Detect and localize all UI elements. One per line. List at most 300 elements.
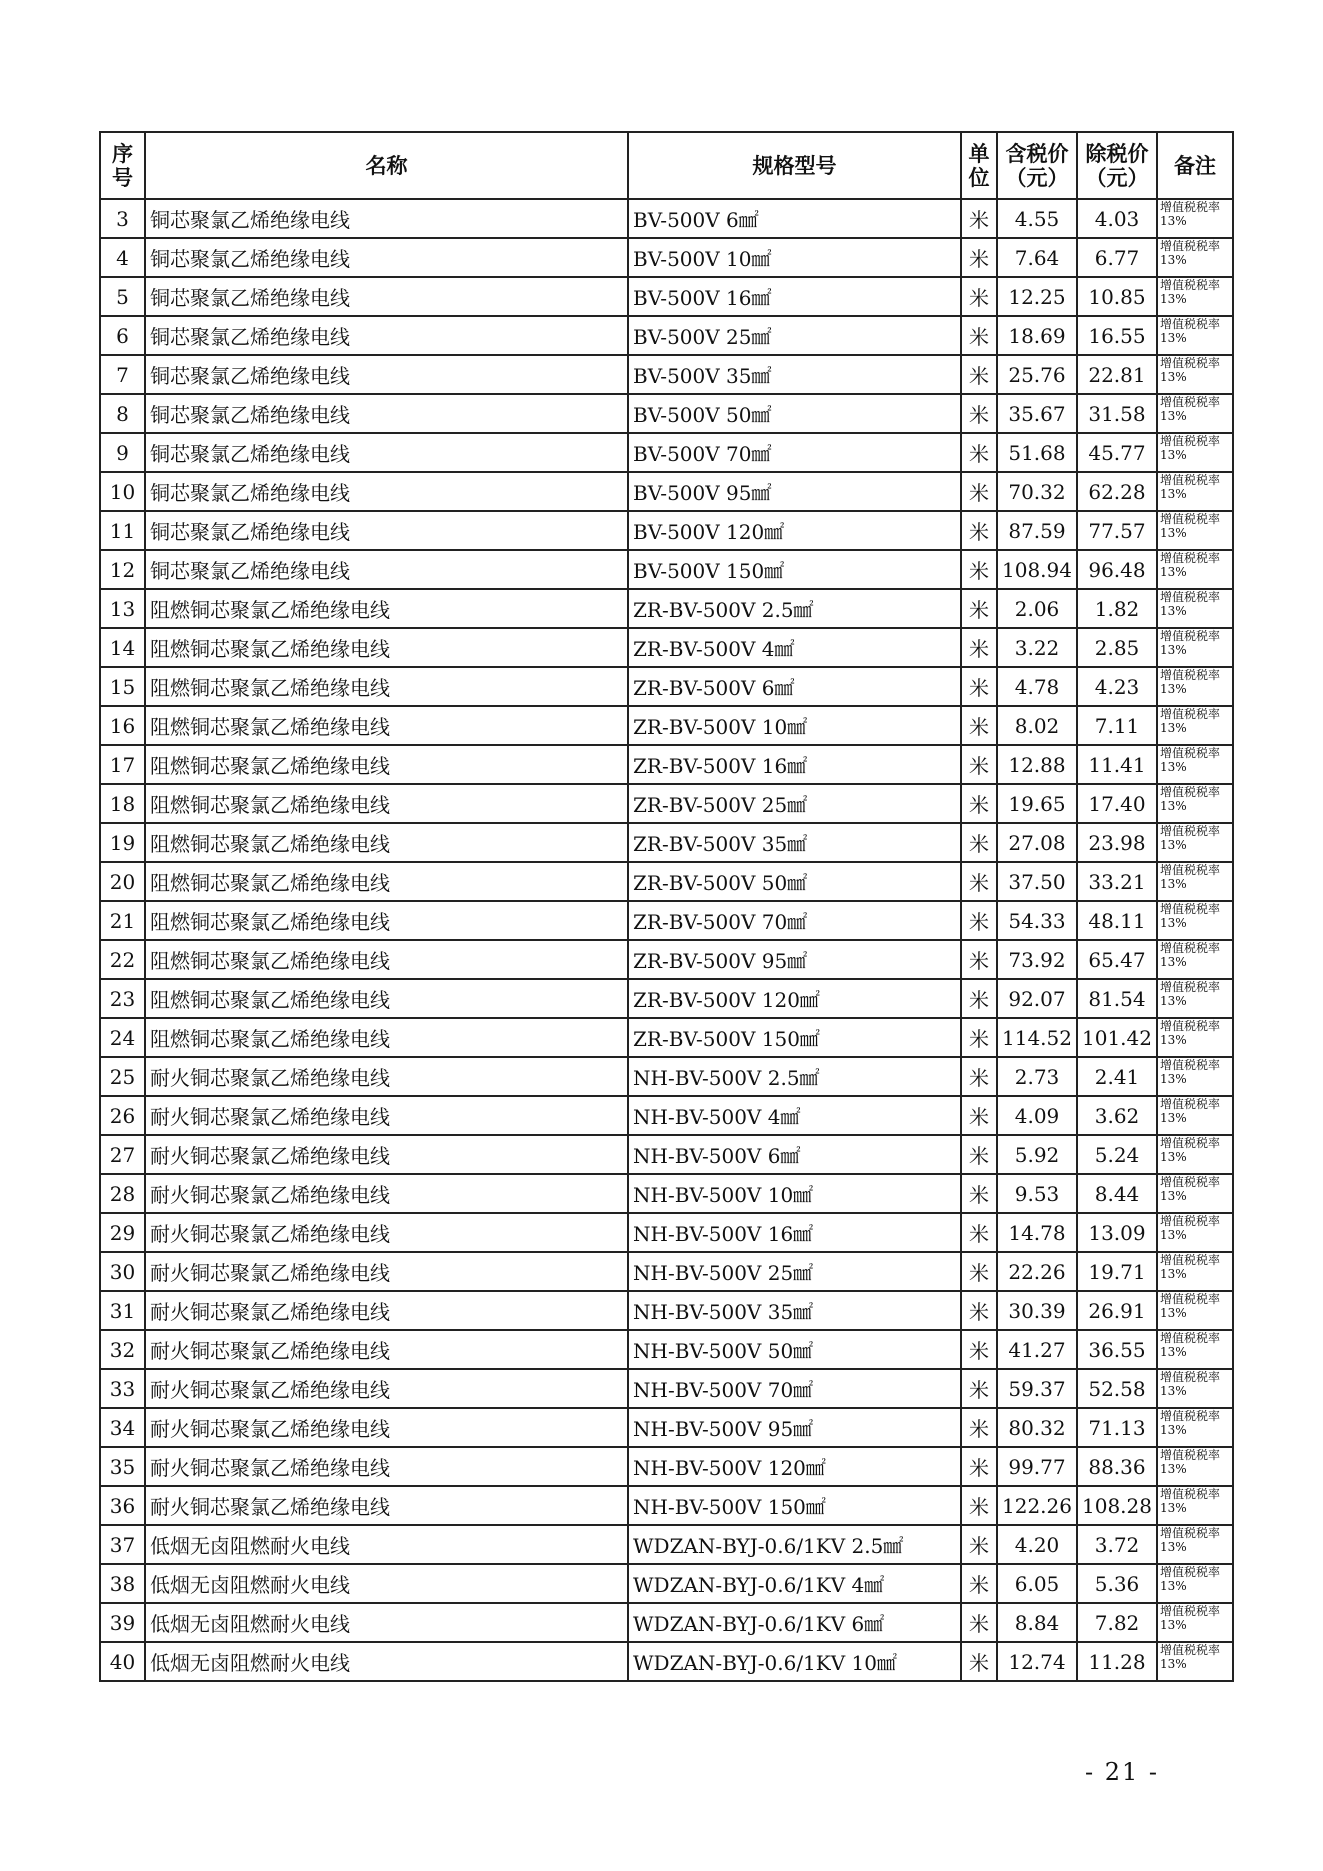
note-line-2: 13% (1160, 370, 1187, 384)
cell-unit: 米 (961, 823, 997, 862)
cell-note (1157, 628, 1233, 667)
cell-unit: 米 (961, 238, 997, 277)
cell-note (1157, 199, 1233, 238)
note-line-1: 增值税税率 (1160, 590, 1221, 604)
cell-name: 铜芯聚氯乙烯绝缘电线 (145, 511, 628, 550)
cell-price-tax: 99.77 (997, 1447, 1077, 1486)
cell-price-notax: 71.13 (1077, 1408, 1157, 1447)
cell-price-tax: 22.26 (997, 1252, 1077, 1291)
cell-unit: 米 (961, 667, 997, 706)
cell-price-notax: 33.21 (1077, 862, 1157, 901)
cell-spec: ZR-BV-500V 95㎟ (628, 940, 961, 979)
cell-no: 28 (100, 1174, 145, 1213)
table-row (100, 316, 1233, 355)
cell-note (1157, 1447, 1233, 1486)
cell-price-tax: 54.33 (997, 901, 1077, 940)
cell-spec: BV-500V 16㎟ (628, 277, 961, 316)
table-row (100, 745, 1233, 784)
cell-note (1157, 277, 1233, 316)
cell-price-tax: 51.68 (997, 433, 1077, 472)
table-row (100, 1174, 1233, 1213)
note-line-2: 13% (1160, 487, 1187, 501)
cell-price-tax: 114.52 (997, 1018, 1077, 1057)
cell-unit: 米 (961, 1330, 997, 1369)
cell-price-notax: 23.98 (1077, 823, 1157, 862)
cell-note (1157, 901, 1233, 940)
cell-name: 阻燃铜芯聚氯乙烯绝缘电线 (145, 589, 628, 628)
cell-no: 34 (100, 1408, 145, 1447)
table-row (100, 823, 1233, 862)
cell-spec: BV-500V 70㎟ (628, 433, 961, 472)
cell-no: 38 (100, 1564, 145, 1603)
cell-name: 阻燃铜芯聚氯乙烯绝缘电线 (145, 667, 628, 706)
table-row (100, 628, 1233, 667)
table-row (100, 433, 1233, 472)
cell-price-notax: 45.77 (1077, 433, 1157, 472)
note-line-1: 增值税税率 (1160, 1448, 1221, 1462)
cell-note (1157, 238, 1233, 277)
cell-name: 阻燃铜芯聚氯乙烯绝缘电线 (145, 745, 628, 784)
cell-no: 15 (100, 667, 145, 706)
cell-price-tax: 12.25 (997, 277, 1077, 316)
cell-price-notax: 16.55 (1077, 316, 1157, 355)
table-row (100, 979, 1233, 1018)
note-line-2: 13% (1160, 1462, 1187, 1476)
cell-name: 阻燃铜芯聚氯乙烯绝缘电线 (145, 706, 628, 745)
cell-note (1157, 784, 1233, 823)
cell-spec: WDZAN-BYJ-0.6/1KV 4㎟ (628, 1564, 961, 1603)
cell-no: 16 (100, 706, 145, 745)
cell-price-tax: 80.32 (997, 1408, 1077, 1447)
table-row (100, 589, 1233, 628)
cell-unit: 米 (961, 1642, 997, 1681)
note-line-2: 13% (1160, 1384, 1187, 1398)
cell-price-notax: 3.62 (1077, 1096, 1157, 1135)
note-line-2: 13% (1160, 1540, 1187, 1554)
cell-spec: ZR-BV-500V 50㎟ (628, 862, 961, 901)
cell-no: 11 (100, 511, 145, 550)
cell-no: 23 (100, 979, 145, 1018)
note-line-1: 增值税税率 (1160, 1019, 1221, 1033)
cell-note (1157, 1330, 1233, 1369)
cell-name: 铜芯聚氯乙烯绝缘电线 (145, 550, 628, 589)
note-line-1: 增值税税率 (1160, 317, 1221, 331)
note-line-1: 增值税税率 (1160, 785, 1221, 799)
header-price-tax: 含税价 （元） (997, 132, 1077, 199)
cell-no: 25 (100, 1057, 145, 1096)
cell-unit: 米 (961, 1018, 997, 1057)
cell-spec: ZR-BV-500V 4㎟ (628, 628, 961, 667)
note-line-2: 13% (1160, 799, 1187, 813)
cell-price-notax: 19.71 (1077, 1252, 1157, 1291)
table-row (100, 1096, 1233, 1135)
note-line-2: 13% (1160, 682, 1187, 696)
cell-unit: 米 (961, 1252, 997, 1291)
note-line-2: 13% (1160, 331, 1187, 345)
note-line-1: 增值税税率 (1160, 1487, 1221, 1501)
cell-unit: 米 (961, 316, 997, 355)
note-line-2: 13% (1160, 1345, 1187, 1359)
cell-unit: 米 (961, 1213, 997, 1252)
cell-price-notax: 52.58 (1077, 1369, 1157, 1408)
cell-note (1157, 1408, 1233, 1447)
table-row (100, 511, 1233, 550)
cell-price-notax: 81.54 (1077, 979, 1157, 1018)
table-row (100, 199, 1233, 238)
cell-price-notax: 11.41 (1077, 745, 1157, 784)
cell-note (1157, 1057, 1233, 1096)
cell-note (1157, 1564, 1233, 1603)
cell-note (1157, 589, 1233, 628)
cell-no: 17 (100, 745, 145, 784)
note-line-2: 13% (1160, 409, 1187, 423)
cell-spec: BV-500V 35㎟ (628, 355, 961, 394)
cell-price-notax: 3.72 (1077, 1525, 1157, 1564)
cell-unit: 米 (961, 472, 997, 511)
cell-price-tax: 19.65 (997, 784, 1077, 823)
cell-no: 4 (100, 238, 145, 277)
note-line-2: 13% (1160, 1150, 1187, 1164)
note-line-2: 13% (1160, 838, 1187, 852)
cell-spec: BV-500V 25㎟ (628, 316, 961, 355)
note-line-1: 增值税税率 (1160, 473, 1221, 487)
table-row (100, 1603, 1233, 1642)
cell-price-tax: 30.39 (997, 1291, 1077, 1330)
cell-name: 阻燃铜芯聚氯乙烯绝缘电线 (145, 862, 628, 901)
note-line-1: 增值税税率 (1160, 1409, 1221, 1423)
note-line-1: 增值税税率 (1160, 824, 1221, 838)
note-line-2: 13% (1160, 214, 1187, 228)
cell-price-tax: 12.74 (997, 1642, 1077, 1681)
note-line-2: 13% (1160, 1306, 1187, 1320)
note-line-2: 13% (1160, 253, 1187, 267)
table-row (100, 1330, 1233, 1369)
table-row (100, 394, 1233, 433)
cell-price-notax: 108.28 (1077, 1486, 1157, 1525)
cell-unit: 米 (961, 940, 997, 979)
cell-name: 耐火铜芯聚氯乙烯绝缘电线 (145, 1486, 628, 1525)
cell-unit: 米 (961, 706, 997, 745)
table-row (100, 472, 1233, 511)
cell-spec: ZR-BV-500V 25㎟ (628, 784, 961, 823)
cell-unit: 米 (961, 589, 997, 628)
cell-price-notax: 11.28 (1077, 1642, 1157, 1681)
cell-unit: 米 (961, 199, 997, 238)
cell-no: 36 (100, 1486, 145, 1525)
note-line-1: 增值税税率 (1160, 1292, 1221, 1306)
note-line-2: 13% (1160, 1189, 1187, 1203)
cell-unit: 米 (961, 1564, 997, 1603)
note-line-2: 13% (1160, 1111, 1187, 1125)
cell-no: 39 (100, 1603, 145, 1642)
cell-unit: 米 (961, 1369, 997, 1408)
cell-no: 8 (100, 394, 145, 433)
cell-unit: 米 (961, 1447, 997, 1486)
note-line-2: 13% (1160, 604, 1187, 618)
cell-price-tax: 12.88 (997, 745, 1077, 784)
cell-spec: WDZAN-BYJ-0.6/1KV 10㎟ (628, 1642, 961, 1681)
cell-no: 32 (100, 1330, 145, 1369)
note-line-1: 增值税税率 (1160, 1370, 1221, 1384)
cell-name: 耐火铜芯聚氯乙烯绝缘电线 (145, 1213, 628, 1252)
note-line-2: 13% (1160, 1072, 1187, 1086)
cell-spec: ZR-BV-500V 2.5㎟ (628, 589, 961, 628)
cell-name: 耐火铜芯聚氯乙烯绝缘电线 (145, 1369, 628, 1408)
cell-no: 3 (100, 199, 145, 238)
cell-spec: NH-BV-500V 4㎟ (628, 1096, 961, 1135)
note-line-2: 13% (1160, 1033, 1187, 1047)
cell-price-tax: 87.59 (997, 511, 1077, 550)
cell-spec: BV-500V 6㎟ (628, 199, 961, 238)
cell-unit: 米 (961, 862, 997, 901)
cell-note (1157, 745, 1233, 784)
cell-no: 14 (100, 628, 145, 667)
note-line-2: 13% (1160, 1579, 1187, 1593)
note-line-1: 增值税税率 (1160, 863, 1221, 877)
note-line-2: 13% (1160, 916, 1187, 930)
note-line-1: 增值税税率 (1160, 239, 1221, 253)
cell-price-notax: 101.42 (1077, 1018, 1157, 1057)
cell-note (1157, 1642, 1233, 1681)
cell-unit: 米 (961, 1525, 997, 1564)
cell-name: 低烟无卤阻燃耐火电线 (145, 1642, 628, 1681)
cell-price-notax: 6.77 (1077, 238, 1157, 277)
cell-unit: 米 (961, 1135, 997, 1174)
note-line-1: 增值税税率 (1160, 1643, 1221, 1657)
cell-price-notax: 4.23 (1077, 667, 1157, 706)
cell-no: 6 (100, 316, 145, 355)
price-table (99, 131, 1234, 1682)
cell-unit: 米 (961, 979, 997, 1018)
note-line-1: 增值税税率 (1160, 746, 1221, 760)
cell-name: 铜芯聚氯乙烯绝缘电线 (145, 199, 628, 238)
cell-no: 26 (100, 1096, 145, 1135)
cell-price-tax: 27.08 (997, 823, 1077, 862)
cell-no: 12 (100, 550, 145, 589)
cell-price-notax: 26.91 (1077, 1291, 1157, 1330)
cell-price-tax: 2.06 (997, 589, 1077, 628)
cell-unit: 米 (961, 277, 997, 316)
cell-name: 耐火铜芯聚氯乙烯绝缘电线 (145, 1135, 628, 1174)
cell-unit: 米 (961, 394, 997, 433)
note-line-2: 13% (1160, 760, 1187, 774)
page-number: - 21 - (1085, 1758, 1160, 1786)
cell-spec: ZR-BV-500V 150㎟ (628, 1018, 961, 1057)
cell-name: 阻燃铜芯聚氯乙烯绝缘电线 (145, 628, 628, 667)
cell-name: 耐火铜芯聚氯乙烯绝缘电线 (145, 1330, 628, 1369)
cell-note (1157, 433, 1233, 472)
note-line-1: 增值税税率 (1160, 1526, 1221, 1540)
cell-price-tax: 4.20 (997, 1525, 1077, 1564)
cell-spec: ZR-BV-500V 35㎟ (628, 823, 961, 862)
cell-price-tax: 6.05 (997, 1564, 1077, 1603)
cell-unit: 米 (961, 1057, 997, 1096)
note-line-1: 增值税税率 (1160, 1097, 1221, 1111)
table-row (100, 1252, 1233, 1291)
note-line-2: 13% (1160, 877, 1187, 891)
note-line-2: 13% (1160, 565, 1187, 579)
cell-name: 阻燃铜芯聚氯乙烯绝缘电线 (145, 823, 628, 862)
cell-note (1157, 550, 1233, 589)
cell-no: 37 (100, 1525, 145, 1564)
cell-unit: 米 (961, 511, 997, 550)
cell-spec: NH-BV-500V 120㎟ (628, 1447, 961, 1486)
cell-price-notax: 88.36 (1077, 1447, 1157, 1486)
cell-note (1157, 316, 1233, 355)
cell-note (1157, 355, 1233, 394)
cell-note (1157, 511, 1233, 550)
cell-name: 耐火铜芯聚氯乙烯绝缘电线 (145, 1057, 628, 1096)
cell-note (1157, 823, 1233, 862)
cell-spec: ZR-BV-500V 10㎟ (628, 706, 961, 745)
cell-spec: WDZAN-BYJ-0.6/1KV 6㎟ (628, 1603, 961, 1642)
cell-no: 29 (100, 1213, 145, 1252)
note-line-2: 13% (1160, 643, 1187, 657)
table-row (100, 1447, 1233, 1486)
cell-no: 30 (100, 1252, 145, 1291)
cell-spec: ZR-BV-500V 6㎟ (628, 667, 961, 706)
cell-name: 铜芯聚氯乙烯绝缘电线 (145, 394, 628, 433)
header-price-notax: 除税价 （元） (1077, 132, 1157, 199)
cell-price-tax: 35.67 (997, 394, 1077, 433)
cell-spec: BV-500V 150㎟ (628, 550, 961, 589)
cell-name: 铜芯聚氯乙烯绝缘电线 (145, 277, 628, 316)
table-row (100, 667, 1233, 706)
note-line-1: 增值税税率 (1160, 512, 1221, 526)
cell-note (1157, 1252, 1233, 1291)
cell-unit: 米 (961, 1096, 997, 1135)
table-row (100, 277, 1233, 316)
cell-note (1157, 1369, 1233, 1408)
table-row (100, 355, 1233, 394)
cell-spec: NH-BV-500V 10㎟ (628, 1174, 961, 1213)
note-line-1: 增值税税率 (1160, 707, 1221, 721)
cell-spec: NH-BV-500V 95㎟ (628, 1408, 961, 1447)
table-row (100, 1135, 1233, 1174)
cell-name: 低烟无卤阻燃耐火电线 (145, 1564, 628, 1603)
cell-unit: 米 (961, 901, 997, 940)
cell-price-notax: 2.85 (1077, 628, 1157, 667)
cell-note (1157, 979, 1233, 1018)
cell-name: 耐火铜芯聚氯乙烯绝缘电线 (145, 1408, 628, 1447)
cell-price-notax: 36.55 (1077, 1330, 1157, 1369)
cell-note (1157, 667, 1233, 706)
note-line-2: 13% (1160, 994, 1187, 1008)
note-line-2: 13% (1160, 1228, 1187, 1242)
note-line-2: 13% (1160, 1423, 1187, 1437)
cell-no: 33 (100, 1369, 145, 1408)
cell-spec: NH-BV-500V 16㎟ (628, 1213, 961, 1252)
cell-price-tax: 41.27 (997, 1330, 1077, 1369)
cell-unit: 米 (961, 784, 997, 823)
cell-price-notax: 13.09 (1077, 1213, 1157, 1252)
note-line-1: 增值税税率 (1160, 668, 1221, 682)
cell-no: 24 (100, 1018, 145, 1057)
note-line-2: 13% (1160, 448, 1187, 462)
table-row (100, 1642, 1233, 1681)
header-name: 名称 (145, 132, 628, 199)
cell-name: 阻燃铜芯聚氯乙烯绝缘电线 (145, 979, 628, 1018)
table-row (100, 1057, 1233, 1096)
note-line-1: 增值税税率 (1160, 200, 1221, 214)
cell-name: 低烟无卤阻燃耐火电线 (145, 1603, 628, 1642)
cell-note (1157, 472, 1233, 511)
cell-unit: 米 (961, 1408, 997, 1447)
cell-spec: NH-BV-500V 2.5㎟ (628, 1057, 961, 1096)
cell-no: 27 (100, 1135, 145, 1174)
note-line-1: 增值税税率 (1160, 1331, 1221, 1345)
cell-no: 10 (100, 472, 145, 511)
cell-note (1157, 1174, 1233, 1213)
note-line-2: 13% (1160, 1267, 1187, 1281)
cell-note (1157, 1486, 1233, 1525)
table-row (100, 1213, 1233, 1252)
cell-name: 铜芯聚氯乙烯绝缘电线 (145, 355, 628, 394)
note-line-2: 13% (1160, 292, 1187, 306)
cell-price-tax: 7.64 (997, 238, 1077, 277)
note-line-1: 增值税税率 (1160, 980, 1221, 994)
cell-price-notax: 7.82 (1077, 1603, 1157, 1642)
cell-no: 19 (100, 823, 145, 862)
table-row (100, 1291, 1233, 1330)
cell-no: 40 (100, 1642, 145, 1681)
cell-price-notax: 10.85 (1077, 277, 1157, 316)
cell-price-notax: 65.47 (1077, 940, 1157, 979)
cell-unit: 米 (961, 550, 997, 589)
cell-name: 铜芯聚氯乙烯绝缘电线 (145, 316, 628, 355)
note-line-1: 增值税税率 (1160, 278, 1221, 292)
note-line-2: 13% (1160, 526, 1187, 540)
cell-spec: BV-500V 95㎟ (628, 472, 961, 511)
cell-spec: NH-BV-500V 25㎟ (628, 1252, 961, 1291)
table-row (100, 784, 1233, 823)
note-line-1: 增值税税率 (1160, 395, 1221, 409)
cell-name: 铜芯聚氯乙烯绝缘电线 (145, 472, 628, 511)
cell-price-tax: 3.22 (997, 628, 1077, 667)
cell-price-notax: 77.57 (1077, 511, 1157, 550)
cell-unit: 米 (961, 433, 997, 472)
cell-price-tax: 14.78 (997, 1213, 1077, 1252)
cell-name: 铜芯聚氯乙烯绝缘电线 (145, 238, 628, 277)
cell-note (1157, 1135, 1233, 1174)
header-note: 备注 (1157, 132, 1233, 199)
header-spec: 规格型号 (628, 132, 961, 199)
cell-price-tax: 8.84 (997, 1603, 1077, 1642)
note-line-1: 增值税税率 (1160, 1175, 1221, 1189)
cell-note (1157, 1603, 1233, 1642)
table-row (100, 706, 1233, 745)
cell-name: 阻燃铜芯聚氯乙烯绝缘电线 (145, 1018, 628, 1057)
cell-price-notax: 17.40 (1077, 784, 1157, 823)
table-body (100, 199, 1233, 1681)
note-line-2: 13% (1160, 1501, 1187, 1515)
cell-spec: ZR-BV-500V 120㎟ (628, 979, 961, 1018)
cell-price-notax: 22.81 (1077, 355, 1157, 394)
cell-price-tax: 73.92 (997, 940, 1077, 979)
cell-spec: NH-BV-500V 70㎟ (628, 1369, 961, 1408)
table-row (100, 238, 1233, 277)
cell-note (1157, 706, 1233, 745)
note-line-1: 增值税税率 (1160, 1058, 1221, 1072)
cell-no: 13 (100, 589, 145, 628)
cell-price-tax: 18.69 (997, 316, 1077, 355)
cell-name: 铜芯聚氯乙烯绝缘电线 (145, 433, 628, 472)
cell-price-notax: 62.28 (1077, 472, 1157, 511)
cell-spec: BV-500V 10㎟ (628, 238, 961, 277)
cell-note (1157, 940, 1233, 979)
header-row (100, 132, 1233, 199)
note-line-1: 增值税税率 (1160, 1253, 1221, 1267)
